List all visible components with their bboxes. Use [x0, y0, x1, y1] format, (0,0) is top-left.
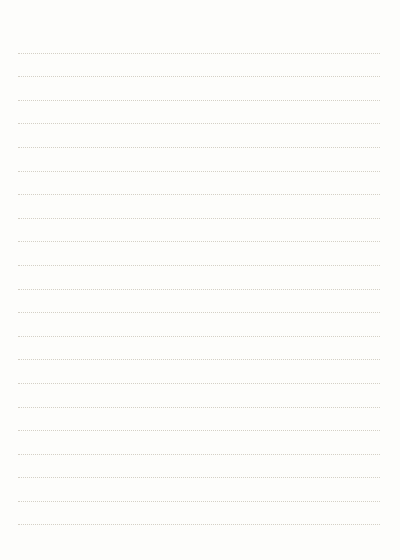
- footer-note: [10, 540, 90, 556]
- manuscript-line: [18, 290, 380, 314]
- basmala-heading: [100, 8, 300, 30]
- manuscript-line: [18, 266, 380, 290]
- manuscript-line: [18, 502, 380, 526]
- manuscript-line: [18, 337, 380, 361]
- manuscript-line: [18, 30, 380, 54]
- manuscript-line: [18, 148, 380, 172]
- manuscript-body: [18, 30, 380, 530]
- manuscript-line: [18, 124, 380, 148]
- manuscript-line: [18, 408, 380, 432]
- manuscript-line: [18, 195, 380, 219]
- manuscript-line: [18, 219, 380, 243]
- manuscript-line: [18, 101, 380, 125]
- manuscript-line: [18, 172, 380, 196]
- manuscript-line: [18, 384, 380, 408]
- manuscript-line: [18, 242, 380, 266]
- manuscript-line: [18, 313, 380, 337]
- manuscript-line: [18, 77, 380, 101]
- manuscript-line: [18, 478, 380, 502]
- manuscript-line: [18, 360, 380, 384]
- manuscript-line: [18, 455, 380, 479]
- manuscript-line: [18, 431, 380, 455]
- manuscript-line: [18, 54, 380, 78]
